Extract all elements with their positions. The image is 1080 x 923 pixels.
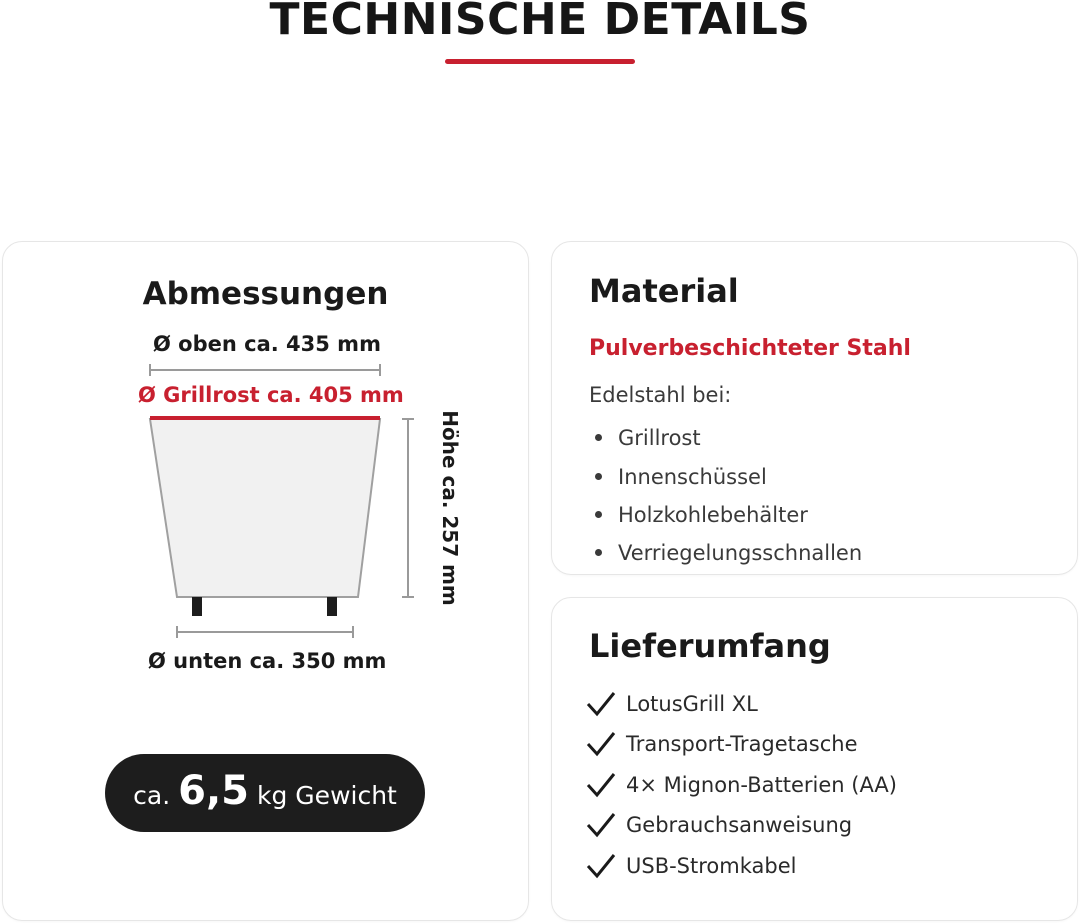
- bottom-dimension-line: [177, 626, 353, 638]
- checkmark-icon: [586, 852, 616, 880]
- material-item: Verriegelungsschnallen: [595, 541, 862, 565]
- weight-suffix: kg Gewicht: [257, 781, 397, 810]
- checkmark-icon: [586, 811, 616, 839]
- grill-leg-right: [327, 597, 337, 616]
- checkmark-icon: [586, 771, 616, 799]
- bullet-icon: [595, 549, 602, 556]
- bottom-diameter-label: Ø unten ca. 350 mm: [148, 649, 387, 673]
- lieferumfang-item: Transport-Tragetasche: [586, 730, 858, 758]
- height-dimension-line: [402, 419, 414, 597]
- grill-leg-left: [192, 597, 202, 616]
- material-item: Holzkohlebehälter: [595, 503, 808, 527]
- material-item: Innenschüssel: [595, 465, 767, 489]
- lieferumfang-item: 4× Mignon-Batterien (AA): [586, 771, 897, 799]
- weight-badge: [105, 754, 425, 832]
- lieferumfang-item: LotusGrill XL: [586, 690, 758, 718]
- weight-prefix: ca.: [133, 781, 171, 810]
- top-dimension-line: [150, 364, 380, 376]
- dimensions-title: Abmessungen: [142, 276, 389, 312]
- page-title: TECHNISCHE DETAILS: [269, 0, 811, 45]
- grill-diameter-label: Ø Grillrost ca. 405 mm: [138, 383, 404, 407]
- height-label: Höhe ca. 257 mm: [438, 410, 462, 606]
- lieferumfang-item: USB-Stromkabel: [586, 852, 796, 880]
- material-item: Grillrost: [595, 426, 701, 450]
- bullet-icon: [595, 511, 602, 518]
- lieferumfang-item: Gebrauchsanweisung: [586, 811, 852, 839]
- lieferumfang-title: Lieferumfang: [589, 627, 831, 665]
- material-title: Material: [589, 272, 739, 310]
- bullet-icon: [595, 473, 602, 480]
- checkmark-icon: [586, 730, 616, 758]
- grill-body-shape: [150, 419, 380, 597]
- material-highlight: Pulverbeschichteter Stahl: [589, 336, 911, 361]
- top-diameter-label: Ø oben ca. 435 mm: [153, 332, 381, 356]
- bullet-icon: [595, 434, 602, 441]
- weight-value: 6,5: [178, 768, 250, 814]
- material-subtitle: Edelstahl bei:: [589, 383, 732, 407]
- checkmark-icon: [586, 690, 616, 718]
